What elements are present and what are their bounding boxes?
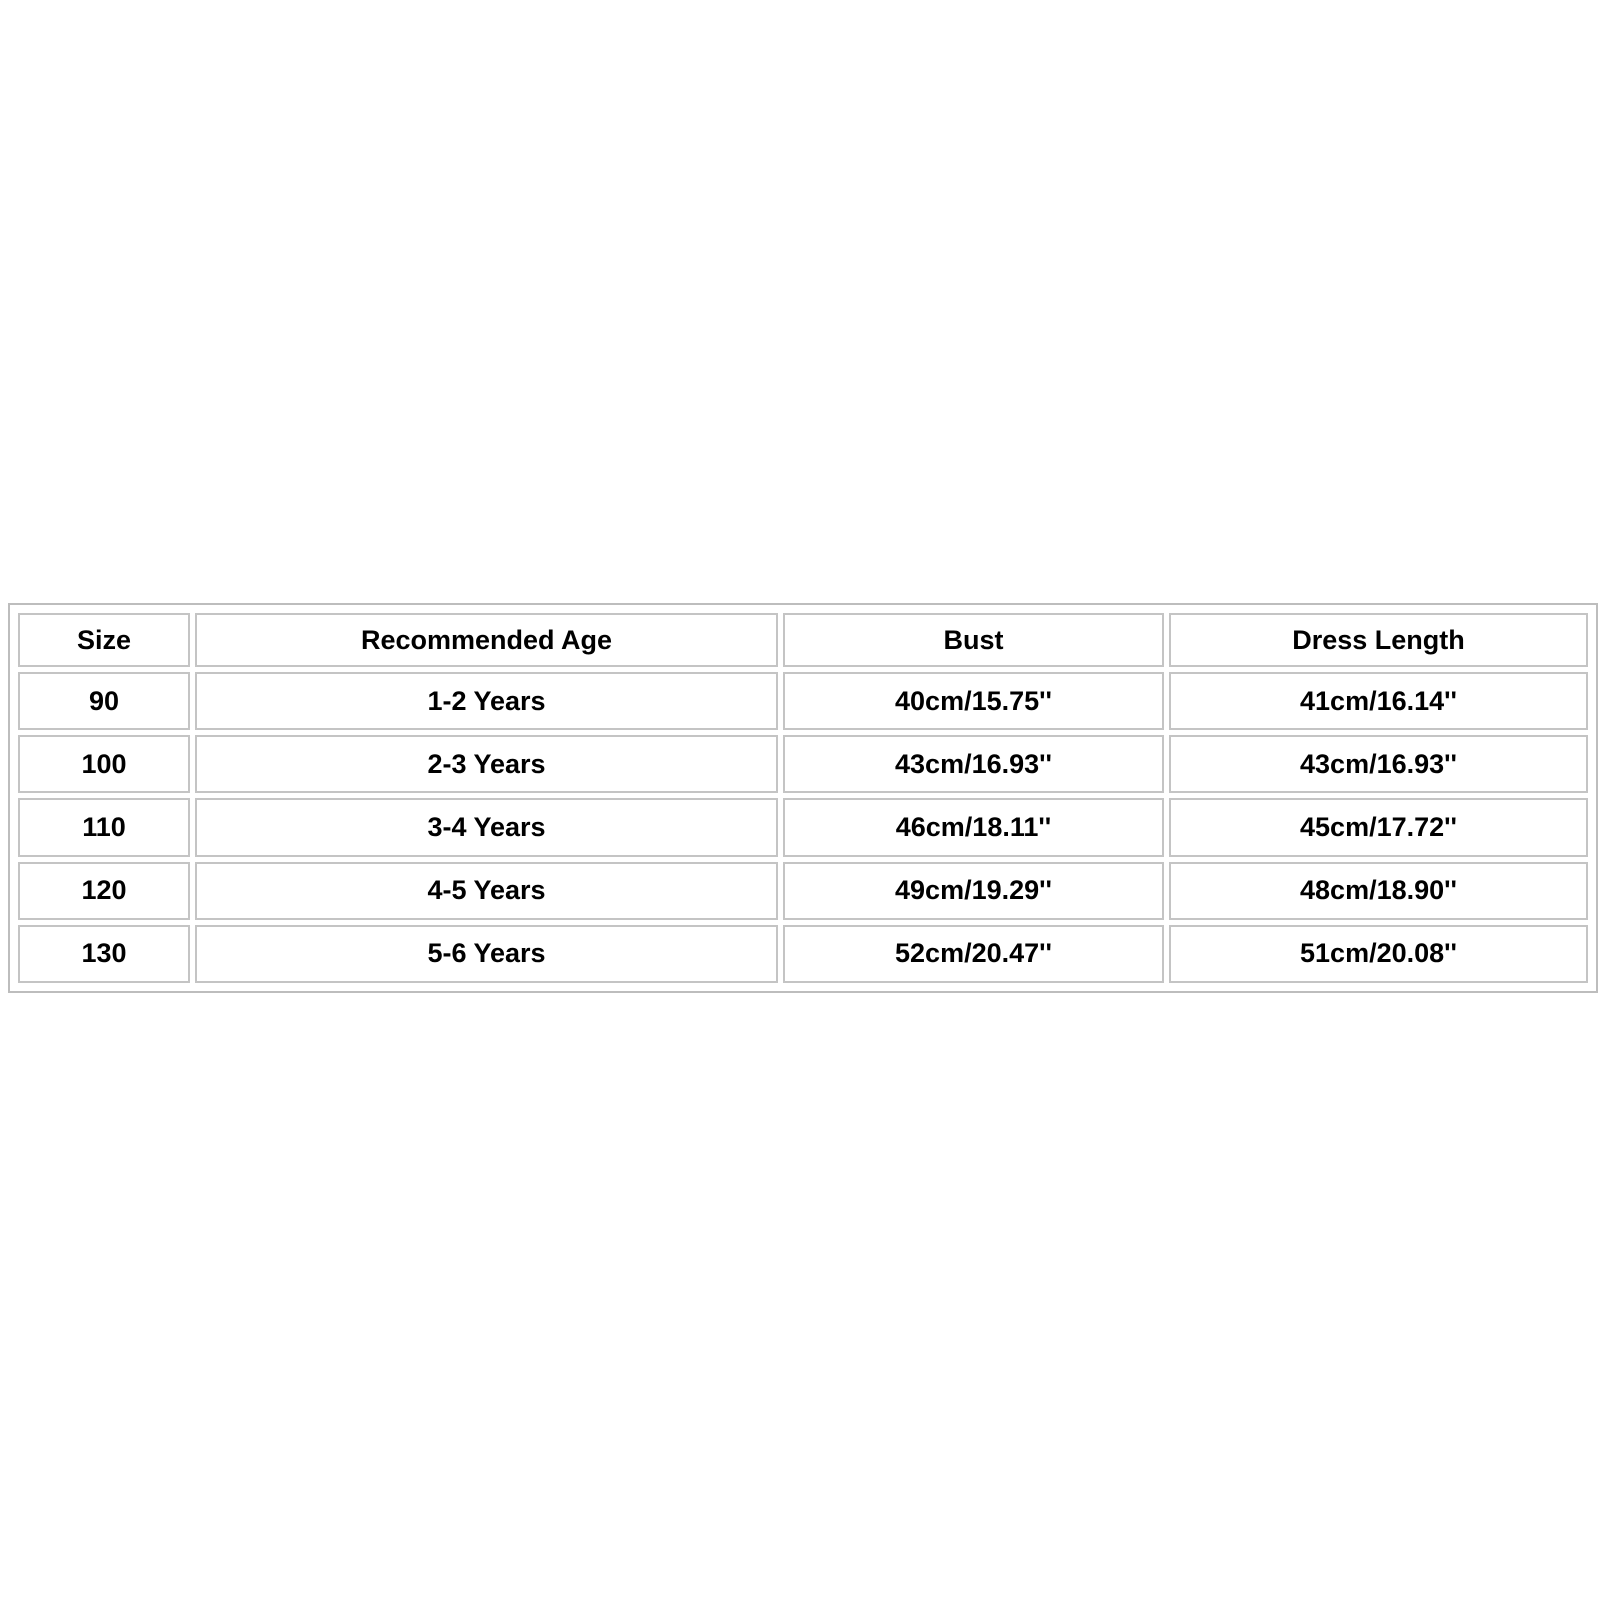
cell-recommended-age: 1-2 Years — [195, 672, 778, 730]
size-table — [13, 608, 1593, 988]
cell-bust: 43cm/16.93'' — [783, 735, 1164, 793]
cell-size: 100 — [18, 735, 190, 793]
cell-bust: 49cm/19.29'' — [783, 862, 1164, 920]
table-row — [18, 798, 1588, 856]
cell-size: 90 — [18, 672, 190, 730]
header-dress-length: Dress Length — [1169, 613, 1588, 667]
cell-recommended-age: 2-3 Years — [195, 735, 778, 793]
cell-bust: 46cm/18.11'' — [783, 798, 1164, 856]
cell-dress-length: 51cm/20.08'' — [1169, 925, 1588, 983]
cell-size: 110 — [18, 798, 190, 856]
table-row — [18, 672, 1588, 730]
cell-size: 120 — [18, 862, 190, 920]
cell-size: 130 — [18, 925, 190, 983]
header-size: Size — [18, 613, 190, 667]
cell-recommended-age: 4-5 Years — [195, 862, 778, 920]
header-bust: Bust — [783, 613, 1164, 667]
cell-recommended-age: 5-6 Years — [195, 925, 778, 983]
header-recommended-age: Recommended Age — [195, 613, 778, 667]
table-row — [18, 735, 1588, 793]
table-row — [18, 862, 1588, 920]
cell-dress-length: 48cm/18.90'' — [1169, 862, 1588, 920]
cell-recommended-age: 3-4 Years — [195, 798, 778, 856]
table-header-row — [18, 613, 1588, 667]
cell-dress-length: 45cm/17.72'' — [1169, 798, 1588, 856]
cell-bust: 52cm/20.47'' — [783, 925, 1164, 983]
cell-dress-length: 41cm/16.14'' — [1169, 672, 1588, 730]
size-chart — [8, 603, 1598, 993]
cell-bust: 40cm/15.75'' — [783, 672, 1164, 730]
cell-dress-length: 43cm/16.93'' — [1169, 735, 1588, 793]
table-row — [18, 925, 1588, 983]
